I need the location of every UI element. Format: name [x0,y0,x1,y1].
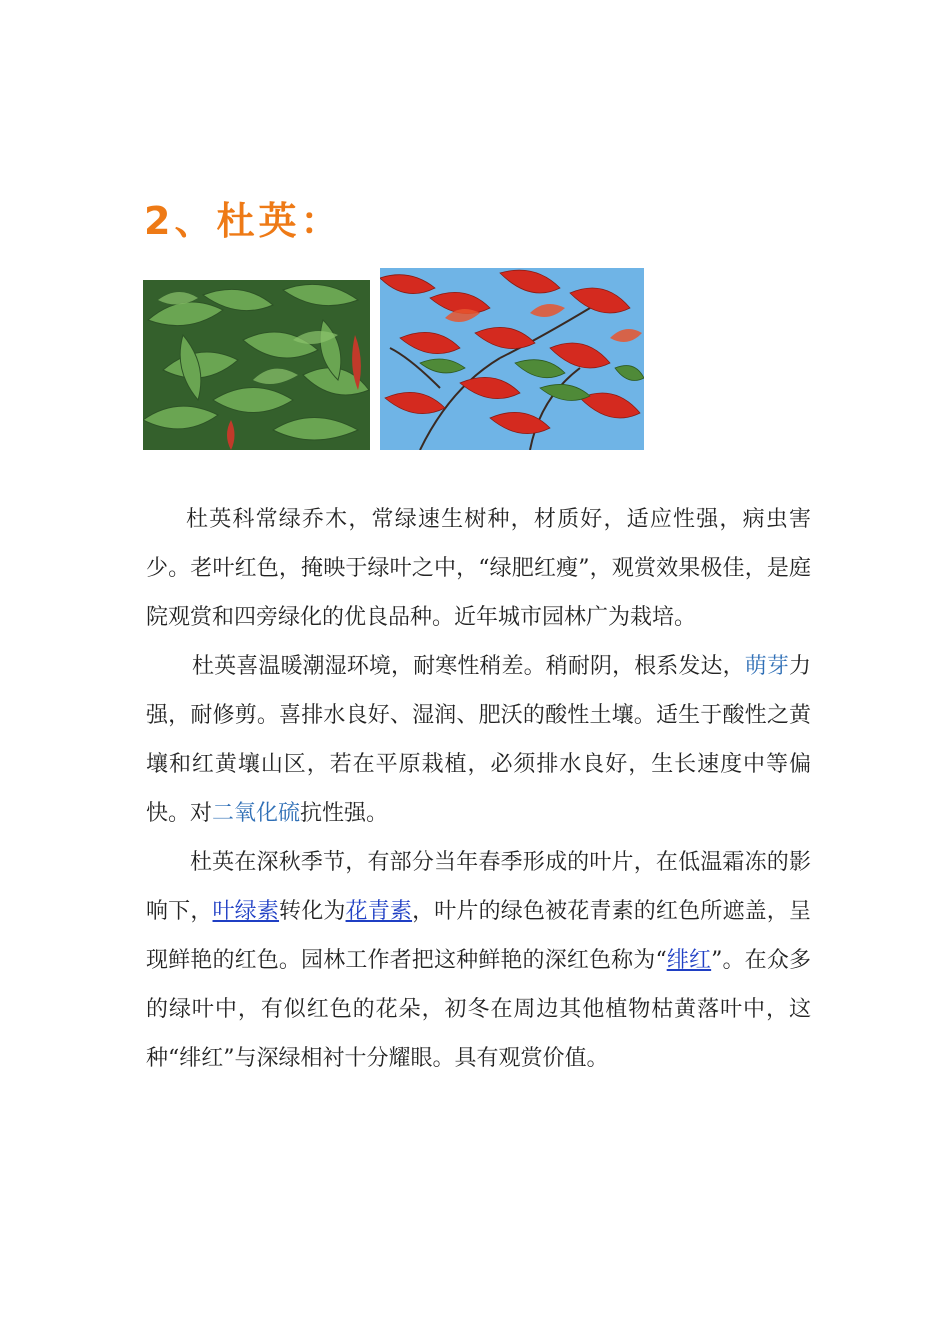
link-crimson[interactable]: 绯红 [666,948,712,973]
keyword-sprouting[interactable]: 萌芽 [744,654,789,679]
text-segment: 力强，耐修剪。喜排水良好、湿润、肥沃的酸性土壤。适生于酸性之黄壤和红黄壤山区，若在平原栽植，必须排水良好，生长速度中等偏快。对 [146,654,811,826]
paragraph-habit [146,642,811,838]
green-leaves-photo [143,280,370,450]
text-segment: ，叶片的绿色被花青素的红色所遮盖，呈现鲜艳的红色。园林工作者把这种鲜艳的深红色称为“ [146,899,811,973]
red-leaves-photo [380,268,644,450]
green-leaves-illustration [143,280,370,450]
red-leaves-illustration [380,268,644,450]
paragraph-autumn-color [146,838,811,1083]
text-segment: ”。在众多的绿叶中，有似红色的花朵，初冬在周边其他植物枯黄落叶中，这种“绯红”与深绿相衬十分耀眼。具有观赏价值。 [146,948,811,1071]
paragraph-intro: 杜英科常绿乔木，常绿速生树种，材质好，适应性强，病虫害少。老叶红色，掩映于绿叶之中，“绿肥红瘦”，观赏效果极佳，是庭院观赏和四旁绿化的优良品种。近年城市园林广为栽培。 [146,507,811,630]
text-segment: 杜英喜温暖潮湿环境，耐寒性稍差。稍耐阴，根系发达， [192,654,745,679]
text-segment: 杜英在深秋季节，有部分当年春季形成的叶片，在低温霜冻的影响下， [146,850,811,924]
text-segment: 抗性强。 [300,801,389,826]
article-body [146,495,811,1083]
section-heading: 2、杜英： [144,199,343,243]
keyword-sulfur-dioxide[interactable]: 二氧化硫 [212,801,301,826]
text-segment: 转化为 [279,899,346,924]
link-chlorophyll[interactable]: 叶绿素 [212,899,280,924]
link-anthocyanin[interactable]: 花青素 [345,899,413,924]
